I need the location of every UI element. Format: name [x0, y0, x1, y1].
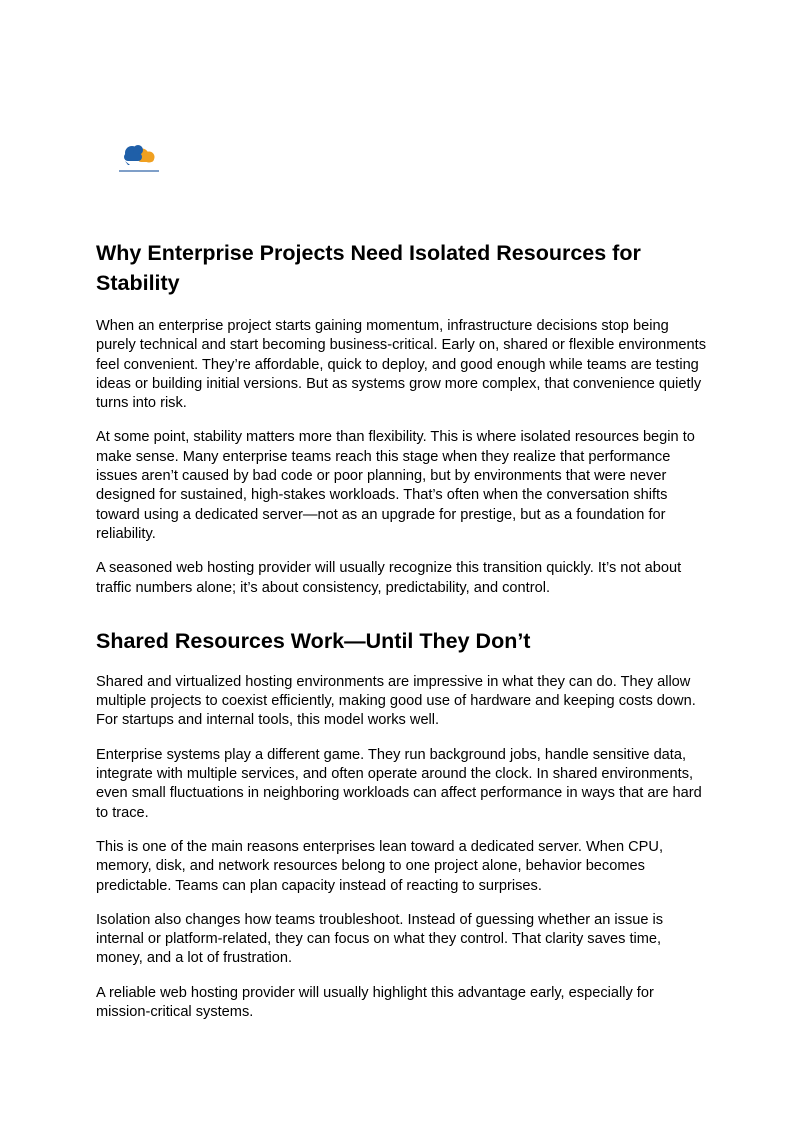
section-paragraph-1: Shared and virtualized hosting environments are impressive in what they can do. They allow multiple projects to coexist efficiently, making good use of hardware and keeping costs down. For startups and internal tools, this model works well.	[96, 673, 696, 729]
intro-paragraph-1: When an enterprise project starts gaining momentum, infrastructure decisions stop being purely technical and start becoming business-critical. Early on, shared or flexible environments feel convenient. They’re affordable, quick to deploy, and good enough while teams are testing ideas or building initial versions. But as systems grow more complex, that convenience quietly turns into risk.	[96, 318, 706, 412]
section-heading: Shared Resources Work—Until They Don’t	[96, 628, 531, 653]
company-logo	[116, 142, 162, 176]
intro-paragraph-3: A seasoned web hosting provider will usually recognize this transition quickly. It’s not about traffic numbers alone; it’s about consistency, predictability, and control.	[96, 560, 682, 596]
intro-paragraph-2: At some point, stability matters more than flexibility. This is where isolated resources begin to make sense. Many enterprise teams reach this stage when they realize that performance issues aren’t caused by bad code or poor planning, but by environments that were never designed for sustained, high-stakes workloads. That’s often when the conversation shifts toward using a dedicated server—not as an upgrade for prestige, but as a foundation for reliability.	[96, 429, 695, 542]
section-paragraph-4: Isolation also changes how teams troubleshoot. Instead of guessing whether an issue is internal or platform-related, they can focus on what they control. That clarity saves time, money, and a lot of frustration.	[96, 911, 664, 967]
article-title: Why Enterprise Projects Need Isolated Resources for Stability	[96, 241, 641, 295]
section-paragraph-3: This is one of the main reasons enterprises lean toward a dedicated server. When CPU, memory, disk, and network resources belong to one project alone, behavior becomes predictable. Teams can plan capacity instead of reacting to surprises.	[96, 838, 664, 894]
cloud-logo-icon	[116, 142, 162, 176]
section-paragraph-2: Enterprise systems play a different game. They run background jobs, handle sensitive data, integrate with multiple services, and often operate around the clock. In shared environments, even small fluctuations in neighboring workloads can affect performance in ways that are hard to trace.	[96, 746, 702, 821]
section-paragraph-5: A reliable web hosting provider will usually highlight this advantage early, especially for mission-critical systems.	[96, 984, 654, 1021]
article	[96, 238, 706, 1037]
